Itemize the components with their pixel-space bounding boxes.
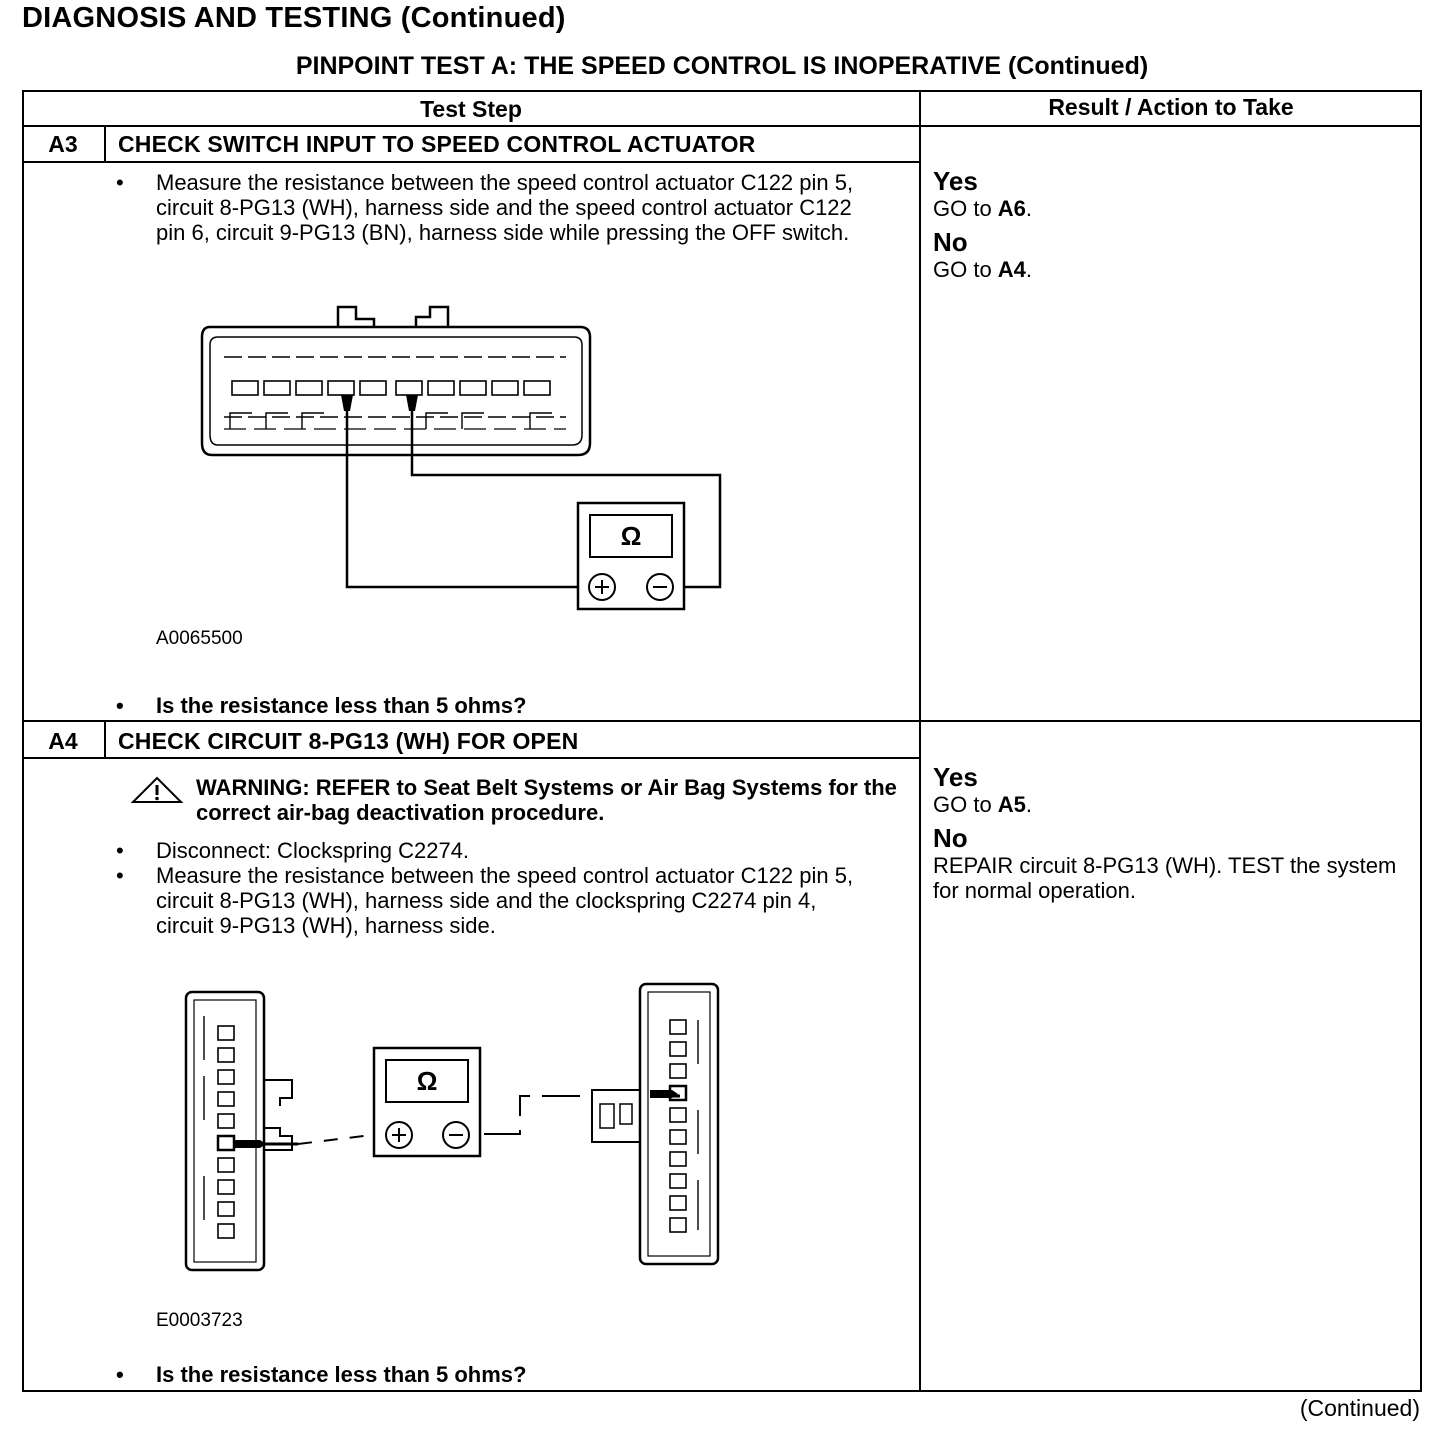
a3-ohm-symbol: Ω (620, 521, 642, 551)
a4-yes-label: Yes (933, 762, 978, 792)
a4-connector-diagram (180, 980, 740, 1280)
continued-note: (Continued) (1299, 1395, 1420, 1421)
a4-instruction-measure: • Measure the resistance between the speed control actuator C122 pin 5, circuit 8-PG13 (WH), harness side and the clockspring C2274 pin 4, circuit 9-PG13 (WH), harness side. (116, 863, 876, 938)
a4-title-rule (22, 757, 920, 759)
header-test-step: Test Step (420, 96, 522, 122)
a4-instruction-disconnect: • Disconnect: Clockspring C2274. (116, 838, 876, 863)
header-rule (22, 125, 1422, 127)
a3-yes-action: GO to A6. (933, 196, 1033, 221)
a3-no-label: No (933, 227, 968, 257)
a3-result (933, 166, 1403, 282)
warning-triangle-icon (130, 775, 184, 805)
a4-question-list (116, 1362, 876, 1387)
c122-side-pins (204, 1016, 234, 1238)
step-title-a3: CHECK SWITCH INPUT TO SPEED CONTROL ACTUATOR (118, 131, 756, 157)
a3-probe-tips (341, 395, 418, 411)
a4-result (933, 762, 1403, 903)
actuator-connector-c122-side (186, 992, 292, 1270)
a4-yes-action: GO to A5. (933, 792, 1033, 817)
a3-question: • Is the resistance less than 5 ohms? (116, 693, 876, 718)
a3-yes-label: Yes (933, 166, 978, 196)
a3-no-action: GO to A4. (933, 257, 1033, 282)
a3-title-rule (22, 161, 920, 163)
header-result-action: Result / Action to Take (1048, 94, 1294, 120)
a4-ohmmeter (374, 1048, 480, 1156)
a3-instructions (116, 170, 876, 245)
column-divider (919, 90, 921, 1392)
a4-question: • Is the resistance less than 5 ohms? (116, 1362, 876, 1387)
a3-figure-code: A0065500 (156, 628, 243, 649)
pinpoint-test-title: PINPOINT TEST A: THE SPEED CONTROL IS INOPERATIVE (Continued) (295, 52, 1149, 80)
a4-ohm-symbol: Ω (416, 1066, 438, 1096)
step-title-a4: CHECK CIRCUIT 8-PG13 (WH) FOR OPEN (118, 728, 579, 754)
c2274-pins (670, 1020, 698, 1232)
a4-probe-tip-left (234, 1140, 266, 1148)
a4-no-action: REPAIR circuit 8-PG13 (WH). TEST the system for normal operation. (933, 853, 1397, 903)
c122-lower-pins (230, 413, 552, 429)
a4-figure-code: E0003723 (156, 1310, 243, 1331)
page-title: DIAGNOSIS AND TESTING (Continued) (22, 2, 566, 34)
a3-instruction: • Measure the resistance between the speed control actuator C122 pin 5, circuit 8-PG13 (WH), harness side and the speed control actuator C122 pin 6, circuit 9-PG13 (BN), harness side while pressing the OFF switch. (116, 170, 876, 245)
a3-question-list (116, 693, 876, 718)
step-id-a4: A4 (48, 728, 78, 754)
clockspring-connector-c2274 (592, 984, 718, 1264)
a4-no-label: No (933, 823, 968, 853)
c122-upper-pins (232, 381, 550, 395)
a3-ohmmeter (578, 503, 684, 609)
a4-instructions (116, 838, 876, 938)
a4-id-divider (104, 721, 106, 758)
a3-id-divider (104, 126, 106, 162)
a3-a4-rule (22, 720, 1422, 722)
a4-warning: WARNING: REFER to Seat Belt Systems or Air Bag Systems for the correct air-bag deactivation procedure. (130, 775, 920, 825)
a3-connector-diagram (190, 295, 750, 625)
step-id-a3: A3 (48, 131, 78, 157)
